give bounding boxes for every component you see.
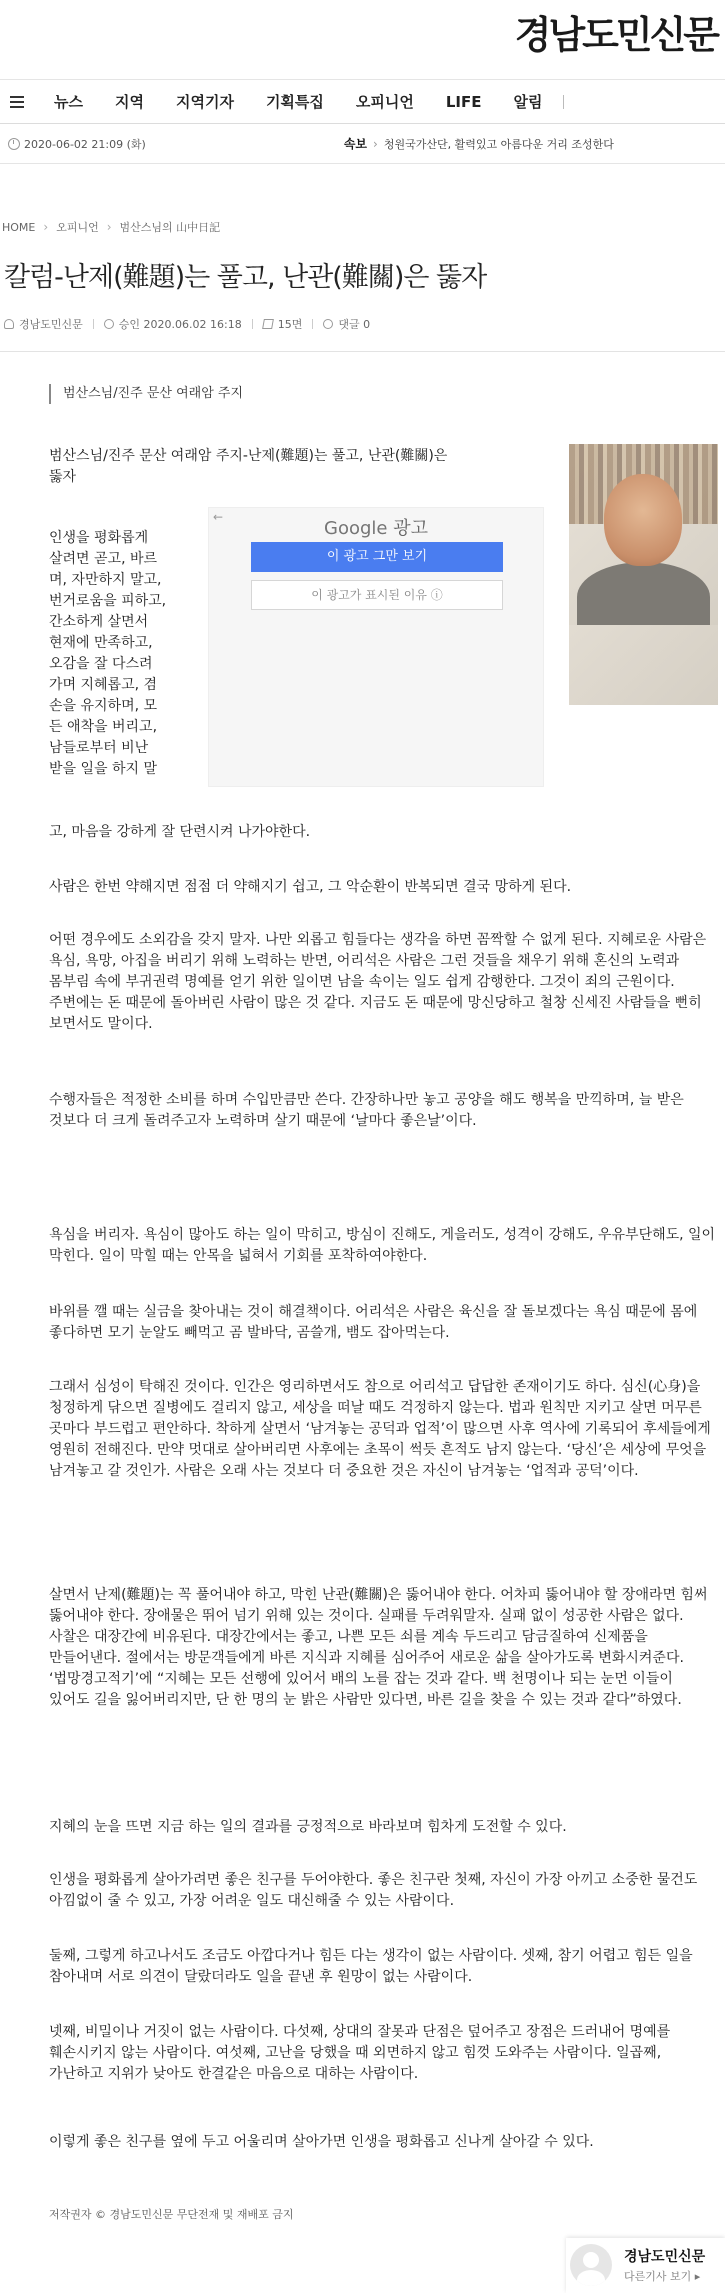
article-paragraph: 그래서 심성이 탁해진 것이다. 인간은 영리하면서도 참으로 어리석고 답답한 존재이기도 하다. 심신(心身)을 청정하게 닦으면 질병에도 걸리지 않고, 세상을 떠날 때도 걱정하지 않는다. 법과 원칙만 지키고 살면 머무른 곳마다 부드럽고 편안하다. 착하게 살면서 ‘남겨놓는 공덕과 업적’이 많으면 사후 역사에 기록되어 후세들에게 영원히 전해진다. 만약 멋대로 살아버리면 사후에는 초목이 썩듯 흔적도 남지 않는다. ‘당신’은 세상에 무엇을 남겨놓고 갈 것인가. 사람은 오래 사는 것보다 더 중요한 것은 자신이 남겨놓는 ‘업적과 공덕’이다. — [49, 1379, 711, 1479]
menu-icon[interactable] — [0, 80, 34, 124]
article-paragraph: 어떤 경우에도 소외감을 갖지 말자. 나만 외롭고 힘들다는 생각을 하면 꼼짝할 수 없게 된다. 지혜로운 사람은 욕심, 욕망, 아집을 버리기 위해 노력하는 반면, 어리석은 사람은 그런 것들을 채우기 위해 혼신의 노력과 몸부림 속에 부귀권력 명예를 얻기 위한 일이면 남을 속이는 일도 쉽게 감행한다. 그것이 죄의 근원이다. 주변에는 돈 때문에 돌아버린 사람이 많은 것 같다. 지금도 돈 때문에 망신당하고 철창 신세진 사람들을 뻔히 보면서도 말이다. — [49, 932, 707, 1032]
nav-item-notice[interactable]: 알림 — [513, 93, 543, 111]
article-title: 칼럼-난제(難題)는 풀고, 난관(難關)은 뚫자 — [4, 262, 487, 293]
article-paragraph: 인생을 평화롭게 살아가려면 좋은 친구를 두어야한다. 좋은 친구란 첫째, 자신이 가장 아끼고 소중한 물건도 아낌없이 줄 수 있고, 가장 어려운 일도 대신해줄 수 있는 사람이다. — [49, 1872, 698, 1909]
breaking-news-link[interactable]: 청원국가산단, 활력있고 아름다운 거리 조성한다 — [383, 137, 614, 151]
article-lead — [49, 446, 537, 488]
article-author: 경남도민신문 — [19, 318, 83, 331]
nav-item-feature[interactable]: 기획특집 — [265, 93, 324, 111]
nav-item-region[interactable]: 지역 — [114, 93, 144, 111]
article-paragraph: 수행자들은 적정한 소비를 하며 수입만큼만 쓴다. 간장하나만 놓고 공양을 해도 행복을 만끽하며, 늘 받은 것보다 더 크게 돌려주고자 노력하며 살기 때문에 ‘날마다 좋은날’이다. — [49, 1092, 684, 1129]
clock-icon — [8, 138, 20, 150]
article-paragraph: 사람은 한번 약해지면 점점 더 약해지기 쉽고, 그 악순환이 반복되면 결국 망하게 된다. — [49, 879, 572, 895]
chevron-right-icon: › — [373, 136, 378, 151]
article-approved-date: 승인 2020.06.02 16:18 — [118, 318, 242, 331]
lead-line: 뚫자 — [49, 469, 77, 485]
article-intro-column: 인생을 평화롭게 살려면 곧고, 바르 며, 자만하지 말고, 번거로움을 피하고, 간소하게 살면서 현재에 만족하고, 오감을 잘 다스려 가며 지혜롭고, 겸 손을 유지하며, 모 든 애착을 버리고, 남들로부터 비난 받을 일을 하지 말 — [49, 530, 167, 777]
page-icon — [262, 319, 274, 329]
breaking-label: 속보 — [343, 137, 368, 151]
nav-divider — [563, 95, 564, 109]
current-datetime: 2020-06-02 21:09 (화) — [24, 137, 146, 151]
author-card[interactable] — [566, 2238, 725, 2293]
google-ad — [208, 507, 544, 787]
site-logo[interactable]: 경남도민신문 — [514, 13, 717, 57]
article-paragraph: 지혜의 눈을 뜨면 지금 하는 일의 결과를 긍정적으로 바라보며 힘차게 도전할 수 있다. — [49, 1819, 567, 1835]
article-paragraph: 넷째, 비밀이나 거짓이 없는 사람이다. 다섯째, 상대의 잘못과 단점은 덮어주고 장점은 드러내어 명예를 훼손시키지 않는 사람이다. 여섯째, 고난을 당했을 때 외면하지 않고 힘껏 도와주는 사람이다. 일곱째, 가난하고 지위가 낮아도 한결같은 마음으로 대하는 사람이다. — [49, 2024, 671, 2082]
article-subtitle: 범산스님/진주 문산 여래암 주지 — [49, 384, 721, 404]
chevron-right-icon: › — [43, 220, 49, 234]
more-articles-link[interactable]: 다른기사 보기 ▸ — [624, 2270, 701, 2283]
article-meta — [4, 316, 380, 332]
top-info-bar — [0, 124, 725, 164]
article-comments[interactable]: 댓글 0 — [338, 318, 371, 331]
ad-stop-button[interactable]: 이 광고 그만 보기 — [251, 542, 503, 572]
breadcrumb — [2, 219, 220, 235]
article-paragraph: 이렇게 좋은 친구를 옆에 두고 어울리며 살아가면 인생을 평화롭고 신나게 살아갈 수 있다. — [49, 2134, 594, 2150]
nav-item-news[interactable]: 뉴스 — [54, 93, 83, 111]
article-paragraph: 둘째, 그렇게 하고나서도 조금도 아깝다거나 힘든 다는 생각이 없는 사람이다. 셋째, 참기 어렵고 힘든 일을 참아내며 서로 의견이 달랐더라도 일을 끝낸 후 원망이 없는 사람이다. — [49, 1948, 693, 1985]
lead-line: 범산스님/진주 문산 여래암 주지-난제(難題)는 풀고, 난관(難關)은 — [49, 448, 448, 464]
nav-item-opinion[interactable]: 오피니언 — [355, 93, 414, 111]
breadcrumb-column[interactable]: 범산스님의 山中日記 — [119, 221, 221, 234]
author-card-name: 경남도민신문 — [624, 2249, 706, 2265]
article-paragraph: 욕심을 버리자. 욕심이 많아도 하는 일이 막히고, 방심이 진해도, 게을러도, 성격이 강해도, 우유부단해도, 일이 막힌다. 일이 막힐 때는 안목을 넓혀서 기회를 포착하여야한다. — [49, 1227, 716, 1264]
comment-icon — [323, 319, 333, 329]
copyright-notice: 저작권자 © 경남도민신문 무단전재 및 재배포 금지 — [49, 2208, 294, 2221]
breadcrumb-home[interactable]: HOME — [2, 220, 36, 234]
nav-item-region-reporter[interactable]: 지역기자 — [175, 93, 234, 111]
ad-brand: Google 광고 — [324, 518, 428, 539]
article-paragraph: 살면서 난제(難題)는 꼭 풀어내야 하고, 막힌 난관(難關)은 뚫어내야 한다. 어차피 뚫어내야 할 장애라면 힘써 뚫어내야 한다. 장애물은 뛰어 넘기 위해 있는 것이다. 실패를 두려워말자. 실패 없이 성공한 사람은 없다. 사찰은 대장간에 비유된다. 대장간에서는 좋고, 나쁜 모든 쇠를 계속 두드리고 담금질하여 신제품을 만들어낸다. 절에서는 방문객들에게 바른 지식과 지혜를 심어주어 새로운 삶을 살아가도록 변화시켜준다. ‘법망경고적기’에 “지혜는 모든 선행에 있어서 배의 노를 잡는 것과 같다. 백 천명이나 되는 눈먼 이들이 있어도 길을 잃어버리지만, 단 한 명의 눈 밝은 사람만 있다면, 바른 길을 찾을 수 있는 것과 같다”하였다. — [49, 1587, 708, 1708]
main-nav — [0, 80, 725, 124]
article-intro-end: 고, 마음을 강하게 잘 단련시켜 나가야한다. — [49, 824, 311, 840]
article-paragraph: 바위를 깰 때는 실금을 찾아내는 것이 해결책이다. 어리석은 사람은 육신을 잘 돌보겠다는 욕심 때문에 몸에 좋다하면 모기 눈알도 빼먹고 곰 발바닥, 곰쓸개, 뱀도 잡아먹는다. — [49, 1304, 698, 1341]
site-header — [0, 0, 725, 80]
title-divider — [0, 351, 725, 352]
breadcrumb-opinion[interactable]: 오피니언 — [56, 221, 99, 234]
author-photo — [569, 444, 718, 625]
clock-icon — [104, 319, 114, 329]
chevron-right-icon: › — [106, 220, 112, 234]
ad-why-button[interactable]: 이 광고가 표시된 이유 ⓘ — [251, 580, 503, 610]
avatar — [570, 2244, 612, 2286]
arrow-left-icon[interactable]: ← — [213, 510, 224, 524]
article-page: 15면 — [277, 318, 303, 331]
nav-item-life[interactable]: LIFE — [445, 92, 482, 111]
person-icon — [4, 319, 14, 329]
